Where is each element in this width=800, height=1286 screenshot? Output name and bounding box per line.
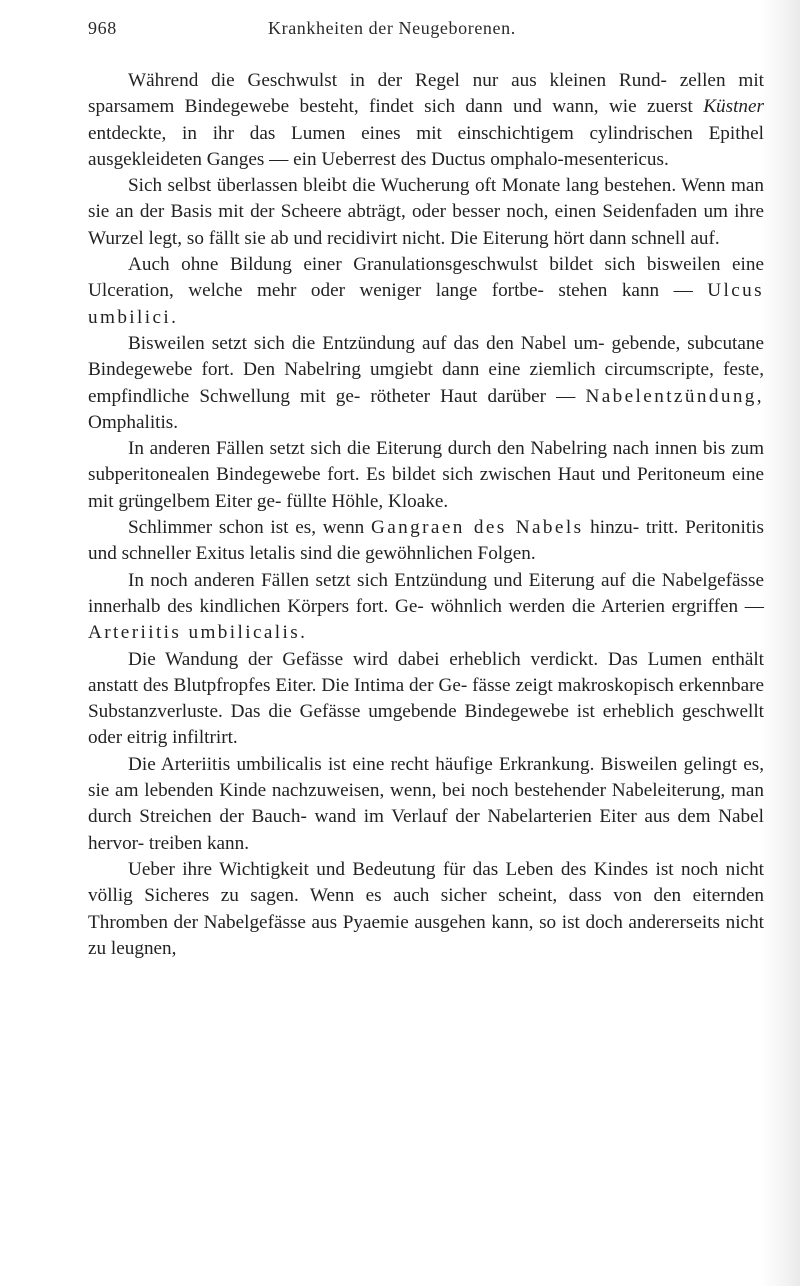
body-text [88,68,764,962]
term-arteriitis-umbilicalis: Arteriitis umbilicalis. [88,622,308,644]
running-title: Krankheiten der Neugeborenen. [268,18,516,38]
paragraph-7: In noch anderen Fällen setzt sich Entzündung und Eiterung auf die Nabelgefässe innerhalb des kindlichen Körpers fort. Ge- wöhnlich werden die Arterien ergriffen — Arteriitis umbilicalis. [88,569,764,644]
paragraph-4: Bisweilen setzt sich die Entzündung auf das den Nabel um- gebende, subcutane Bindegewebe fort. Den Nabelring umgiebt dann eine ziemlich circumscripte, feste, empfindliche Schwellung mit ge- rötheter Haut darüber — Nabelentzündung, Omphalitis. [88,332,764,433]
term-nabelentzuendung: Nabelentzündung, [585,385,764,407]
paragraph-3: Auch ohne Bildung einer Granulationsgeschwulst bildet sich bisweilen eine Ulceration, welche mehr oder weniger lange fortbe- stehen kann — Ulcus umbilici. [88,254,764,328]
author-name: Küstner [703,96,764,118]
running-header [88,18,788,48]
paragraph-1: Während die Geschwulst in der Regel nur aus kleinen Rund- zellen mit sparsamem Bindegewebe besteht, findet sich dann und wann, wie zuerst Küstner entdeckte, in ihr das Lumen eines mit einschichtigem cylindrischen Epithel ausgekleideten Ganges — ein Ueberrest des Ductus omphalo-mesentericus. [88,70,764,170]
paragraph-2: Sich selbst überlassen bleibt die Wucherung oft Monate lang bestehen. Wenn man sie an der Basis mit der Scheere abträgt, oder besser noch, einen Seidenfaden um ihre Wurzel legt, so fällt sie ab und recidivirt nicht. Die Eiterung hört dann schnell auf. [88,175,764,249]
page-number: 968 [88,18,117,38]
term-gangraen-des-nabels: Gangraen des Nabels [370,517,584,539]
paragraph-5: In anderen Fällen setzt sich die Eiterung durch den Nabelring nach innen bis zum subperitonealen Bindegewebe fort. Es bildet sich zwischen Haut und Peritoneum eine mit grüngelbem Eiter ge- füllte Höhle, Kloake. [88,438,764,512]
paragraph-8: Die Wandung der Gefässe wird dabei erheblich verdickt. Das Lumen enthält anstatt des Blutpfropfes Eiter. Die Intima der Ge- fässe zeigt makroskopisch erkennbare Substanzverluste. Das die Gefässe umgebende Bindegewebe ist erheblich geschwellt oder eitrig infiltrirt. [88,648,764,749]
paragraph-10: Ueber ihre Wichtigkeit und Bedeutung für das Leben des Kindes ist noch nicht völlig Sicheres zu sagen. Wenn es auch sicher scheint, dass von den eiternden Thromben der Nabelgefässe aus Pyaemie ausgehen kann, so ist doch andererseits nicht zu leugnen, [88,858,764,959]
term-ulcus-umbilici: Ulcus umbilici. [88,280,764,328]
paragraph-9: Die Arteriitis umbilicalis ist eine recht häufige Erkrankung. Bisweilen gelingt es, sie am lebenden Kinde nachzuweisen, wenn, bei noch bestehender Nabeleiterung, man durch Streichen der Bauch- wand im Verlauf der Nabelarterien Eiter aus dem Nabel hervor- treiben kann. [88,753,764,854]
paragraph-6: Schlimmer schon ist es, wenn Gangraen des Nabels hinzu- tritt. Peritonitis und schneller Exitus letalis sind die gewöhnlichen Folgen. [88,517,764,565]
